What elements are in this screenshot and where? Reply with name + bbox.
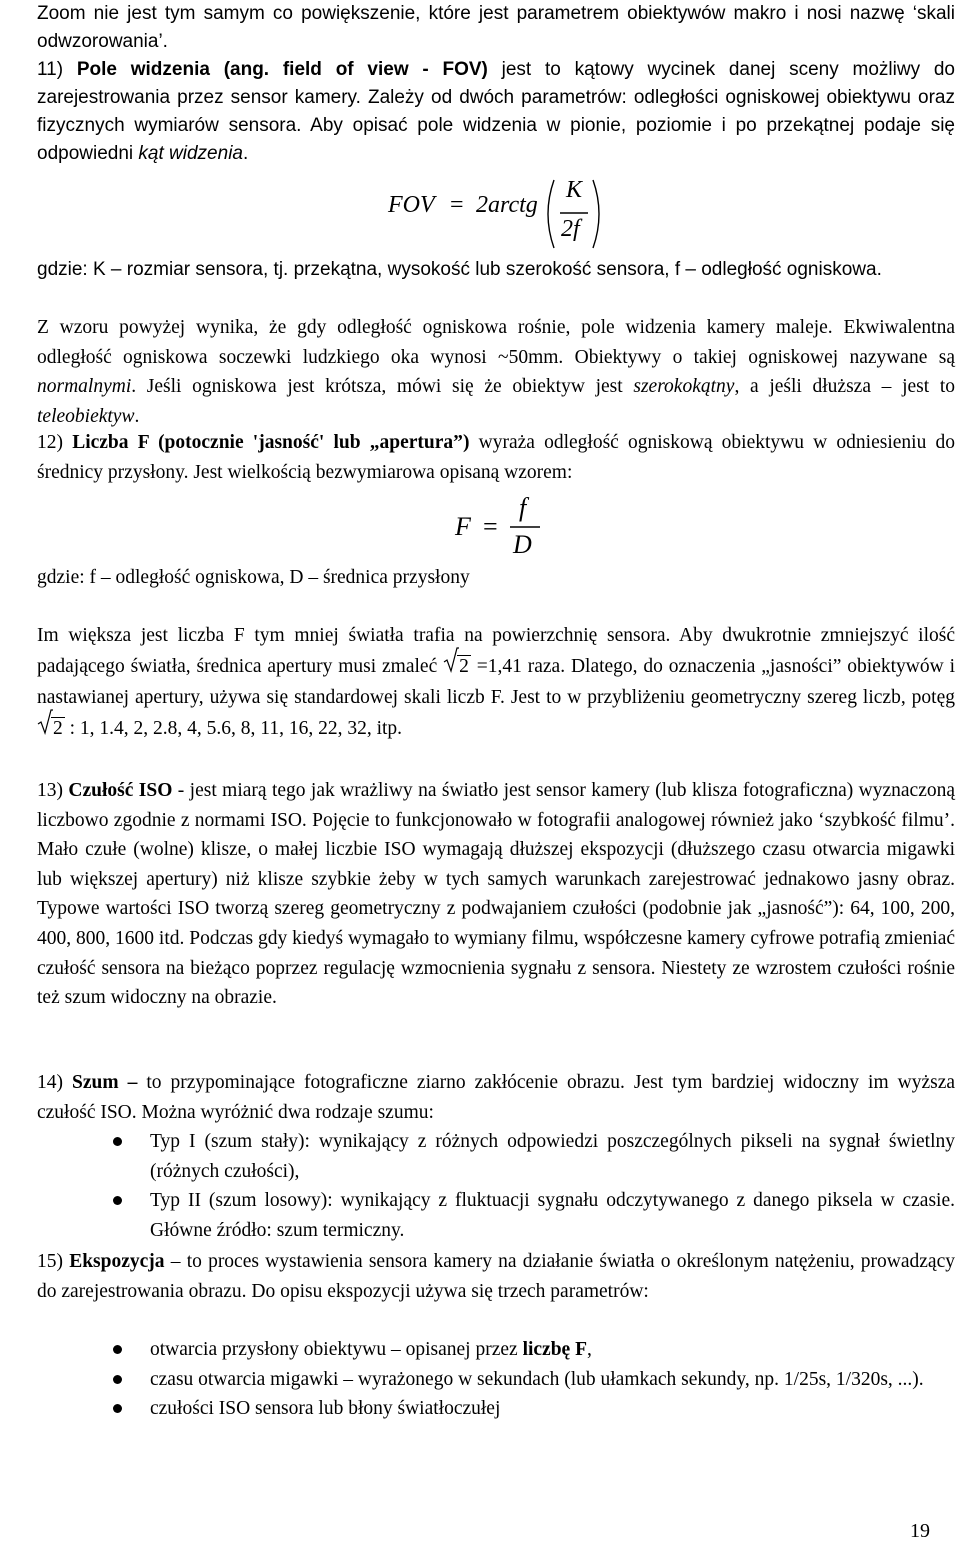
item-11: 11) Pole widzenia (ang. field of view - FOV) jest to kątowy wycinek danej sceny możliwy do zarejestrowania przez sensor kamery. Zależy od dwóch parametrów: odległości ogniskowej obiektywu oraz fizycznych wymiarów sensora. Aby opisać pole widzenia w pionie, poziomie i po przekątnej podaje się odpowiedni kąt widzenia. xyxy=(37,59,955,164)
noise-bullet-list xyxy=(113,1127,955,1245)
fov-numerator: K xyxy=(566,177,583,203)
fov-denominator: 2f xyxy=(561,216,580,242)
fov-eq: = xyxy=(450,192,464,218)
f-lhs: F xyxy=(455,512,471,541)
bullet-icon xyxy=(113,1196,122,1205)
item-12-title: Liczba F (potocznie 'jasność' lub „apertura” xyxy=(72,432,463,453)
f-note: Im większa jest liczba F tym mniej światła trafia na powierzchnię sensora. Aby dwukrotnie zmniejszyć ilość padającego światła, średnica apertury musi zmaleć 2 =1,41 raza. Dlatego, do oznaczenia „jasności” obiektywów i nastawianej apertury, używa się standardowej skali liczb F. Jest to w przybliżeniu geometryczny szereg liczb, potęg 2 : 1, 1.4, 2, 2.8, 4, 5.6, 8, 11, 16, 22, 32, itp. xyxy=(37,620,955,744)
f-numerator: f xyxy=(519,493,527,522)
fov-note: Z wzoru powyżej wynika, że gdy odległość ogniskowa rośnie, pole widzenia kamery maleje. Ekwiwalentna odległość ogniskowa soczewki ludzkiego oka wynosi ~50mm. Obiektywy o takiej ogniskowej nazywane są normalnymi. Jeśli ogniskowa jest krótsza, mówi się że obiektyw jest szerokokątny, a jeśli dłuższa – jest to teleobiektyw. xyxy=(37,317,956,427)
item-15: 15) Ekspozycja – to proces wystawienia sensora kamery na działanie światła o określonym natężeniu, prowadzący do zarejestrowania obrazu. Do opisu ekspozycji używa się trzech parametrów: xyxy=(37,1251,955,1302)
sqrt-icon xyxy=(37,709,53,735)
item-15-title: Ekspozycja xyxy=(69,1251,165,1272)
item-15-number: 15) xyxy=(37,1251,63,1272)
list-item: otwarcia przysłony obiektywu – opisanej przez liczbę F, xyxy=(113,1335,955,1365)
item-11-number: 11) xyxy=(37,59,64,80)
item-13-number: 13) xyxy=(37,780,63,801)
item-12-number: 12) xyxy=(37,432,63,453)
fov-brackets xyxy=(388,172,628,256)
fov-where: gdzie: K – rozmiar sensora, tj. przekątna, wysokość lub szerokość sensora, f – odległość ogniskowa. xyxy=(37,259,882,280)
f-fraction-bar xyxy=(455,490,555,566)
item-11-emph: kąt widzenia xyxy=(138,143,243,164)
item-13: 13) Czułość ISO - jest miarą tego jak wrażliwy na światło jest sensor kamery (lub klisza fotograficzna) wyznaczoną liczbowo zgodnie z normami ISO. Pojęcie to funkcjonowało w fotografii analogowej również jako ‘szybkość filmu’. Mało czułe (wolne) klisze, o małej liczbie ISO wymagają dłuższej ekspozycji (dłuższego czasu otwarcia migawki lub większej apertury) niż klisze szybkie żeby w tych samych warunkach zarejestrować jednakowo jasny obraz. Typowe wartości ISO tworzą szereg geometryczny z podwajaniem czułości (podobnie jak „jasność”): 64, 100, 200, 400, 800, 1600 itd. Podczas gdy kiedyś wymagało to wymiany filmu, współczesne kamery cyfrowe potrafią zmieniać czułość sensora na bieżąco poprzez regulację wzmocnienia sygnału z sensora. Niestety ze wzrostem czułości rośnie też szum widoczny na obrazie. xyxy=(37,780,955,1009)
item-13-title: Czułość ISO xyxy=(68,780,173,801)
sqrt-icon xyxy=(443,647,459,673)
sqrt-symbol: 2 xyxy=(443,651,471,682)
item-14: 14) Szum – to przypominające fotograficzne ziarno zakłócenie obrazu. Jest tym bardziej widoczny im wyższa czułość ISO. Można wyróżnić dwa rodzaje szumu: xyxy=(37,1072,956,1123)
item-14-number: 14) xyxy=(37,1072,63,1093)
item-11-title: Pole widzenia (ang. field of view - FOV) xyxy=(76,59,488,80)
f-denominator: D xyxy=(513,530,532,559)
exposure-bullet-list xyxy=(113,1335,955,1424)
bullet-icon xyxy=(113,1404,122,1413)
list-item: czułości ISO sensora lub błony światłoczułej xyxy=(113,1394,955,1424)
f-formula xyxy=(455,490,555,566)
fov-func: 2arctg xyxy=(476,192,538,218)
fov-lhs: FOV xyxy=(388,192,435,218)
bullet-icon xyxy=(113,1345,122,1354)
sqrt-symbol-2: 2 xyxy=(37,713,65,744)
bullet-icon xyxy=(113,1375,122,1384)
paragraph-zoom xyxy=(37,0,955,56)
zoom-text: Zoom nie jest tym samym co powiększenie, które jest parametrem obiektywów makro i nosi nazwę ‘skali odwzorowania’. xyxy=(37,3,955,52)
item-11-text: jest to kątowy wycinek danej sceny możliwy do zarejestrowania przez sensor kamery. Zależy od dwóch parametrów: odległości ogniskowej obiektywu oraz fizycznych wymiarów sensora. Aby opisać pole widzenia w pionie, poziomie i po przekątnej podaje się odpowiedni xyxy=(37,59,955,164)
bullet-icon xyxy=(113,1137,122,1146)
list-item: Typ II (szum losowy): wynikający z fluktuacji sygnału odczytywanego z danego piksela w czasie. Główne źródło: szum termiczny. xyxy=(113,1186,955,1245)
list-item: czasu otwarcia migawki – wyrażonego w sekundach (lub ułamkach sekundy, np. 1/25s, 1/320s, ...). xyxy=(113,1365,955,1395)
page-number: 19 xyxy=(910,1520,930,1542)
list-item: Typ I (szum stały): wynikający z różnych odpowiedzi poszczególnych pikseli na sygnał świetlny (różnych czułości), xyxy=(113,1127,955,1186)
f-where: gdzie: f – odległość ogniskowa, D – średnica przysłony xyxy=(37,567,470,588)
fov-formula xyxy=(388,172,628,256)
f-eq: = xyxy=(483,512,498,541)
item-14-title: Szum xyxy=(72,1072,119,1093)
item-12: 12) Liczba F (potocznie 'jasność' lub „apertura”) wyraża odległość ogniskową obiektywu w odniesieniu do średnicy przysłony. Jest wielkością bezwymiarowa opisaną wzorem: xyxy=(37,432,956,483)
